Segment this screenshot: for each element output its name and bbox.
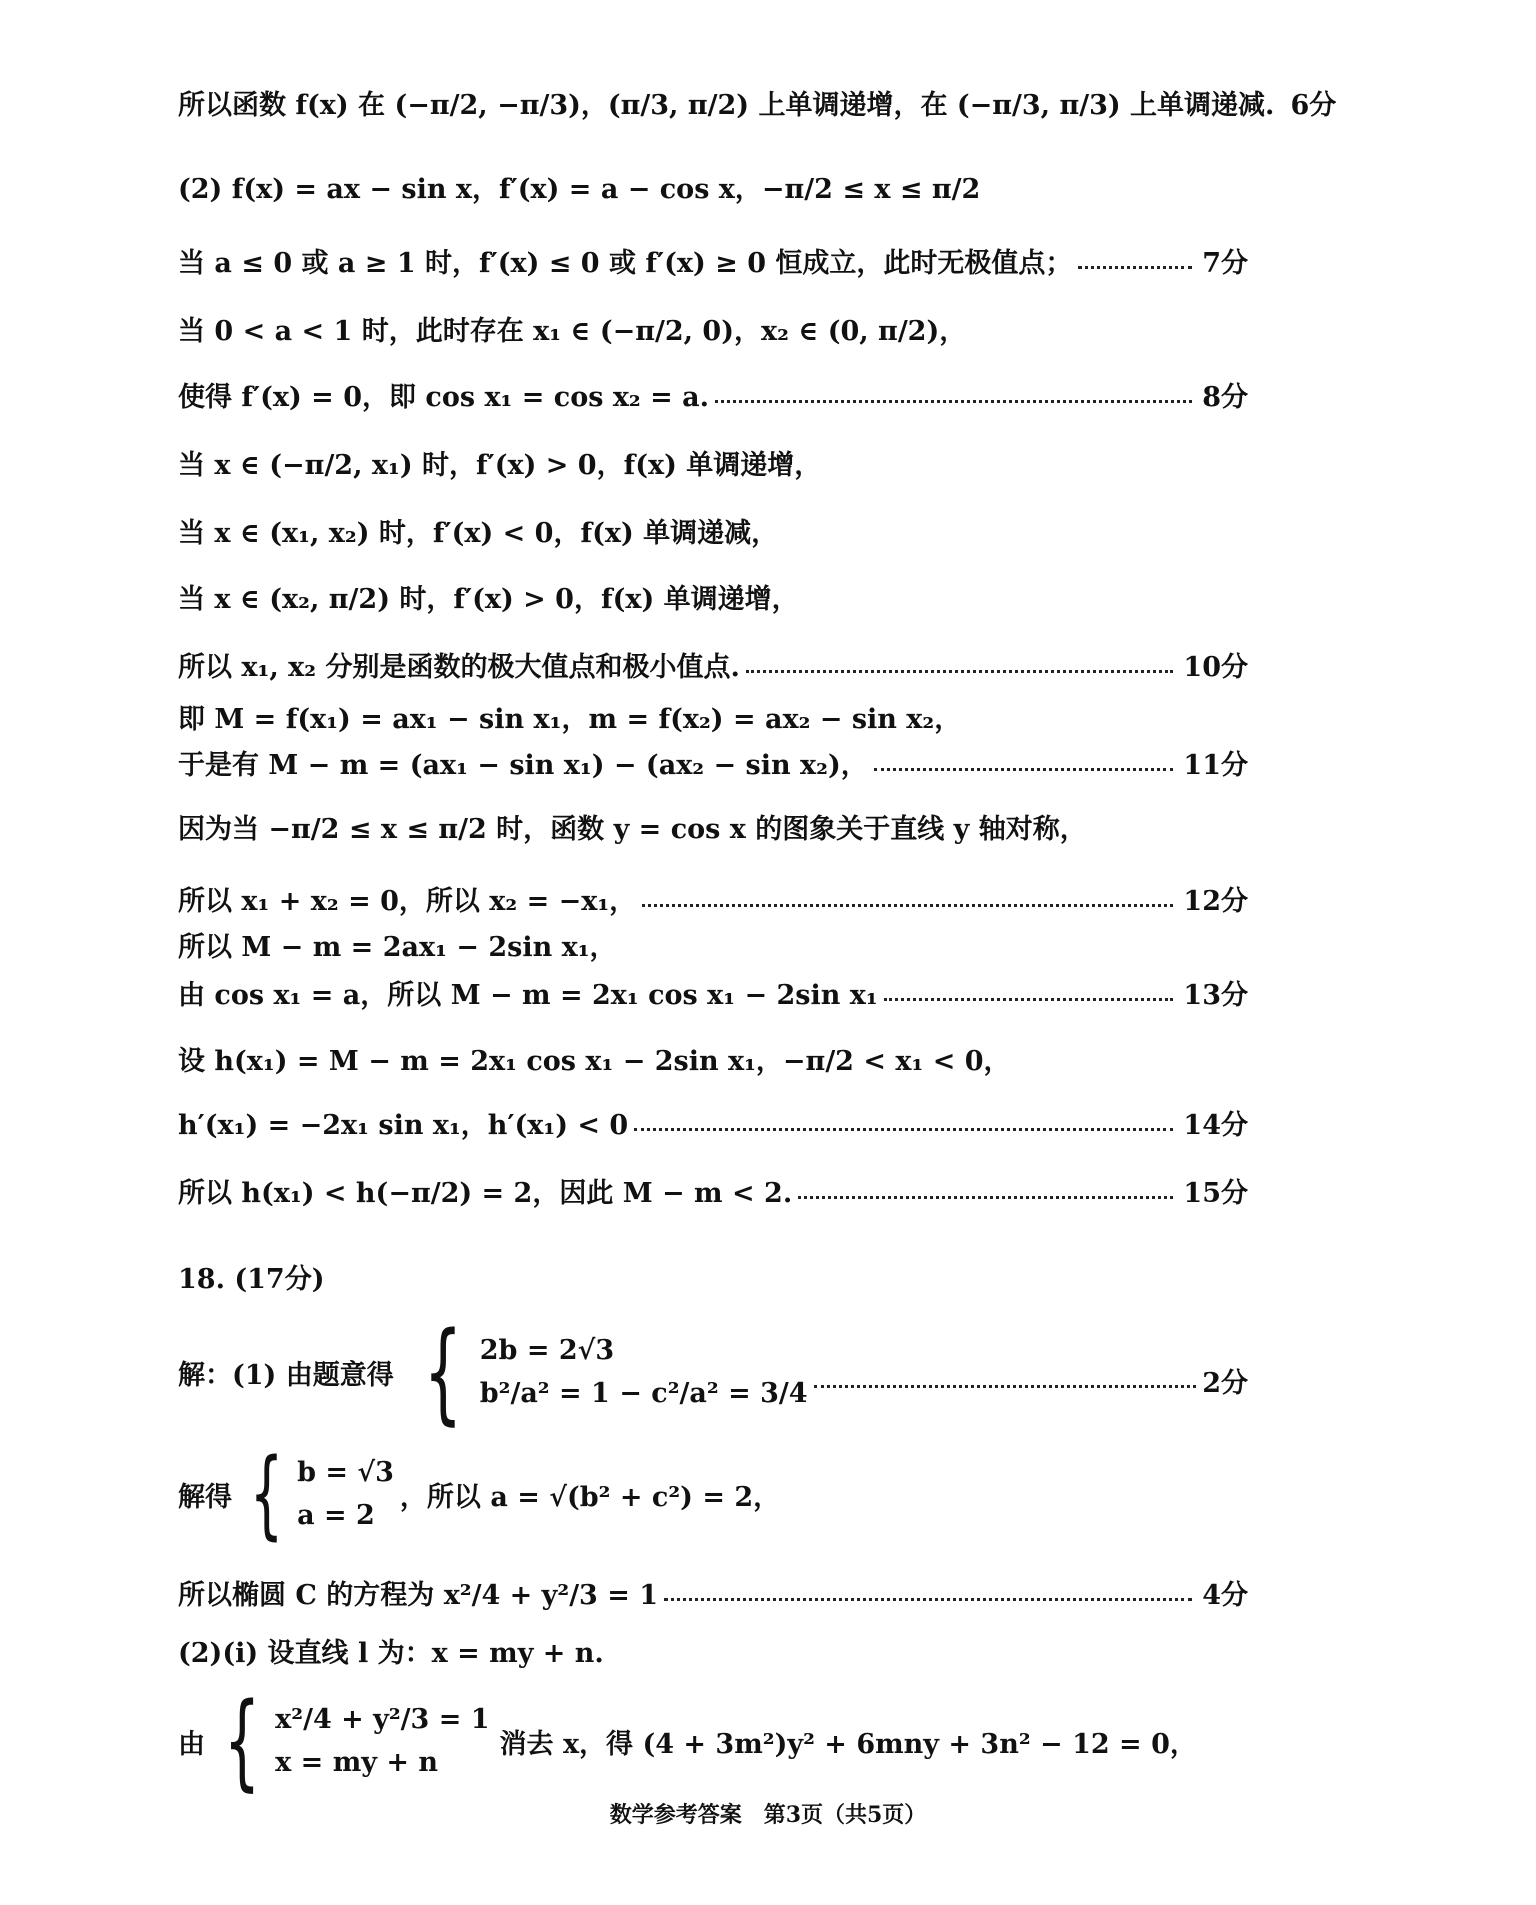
line-text: 所以椭圆 C 的方程为 x²/4 + y²/3 = 1 (178, 1580, 659, 1611)
line-text: 所以函数 f(x) 在 (−π/2, −π/3)，(π/3, π/2) 上单调递增，在 (−π/3, π/3) 上单调递减. (178, 90, 1275, 121)
solution-line (178, 176, 1248, 203)
score-mark: 7分 (1202, 248, 1248, 279)
line-text: 当 a ≤ 0 或 a ≥ 1 时，f′(x) ≤ 0 或 f′(x) ≥ 0 恒成立，此时无极值点； (178, 248, 1073, 279)
leader-dots (715, 400, 1192, 403)
solution-line (178, 1180, 1248, 1207)
line-text: 当 0 < a < 1 时，此时存在 x₁ ∈ (−π/2, 0)，x₂ ∈ (0, π/2)， (178, 316, 967, 347)
solution-line (178, 1112, 1248, 1139)
equation: b²/a² = 1 − c²/a² = 3/4 (479, 1378, 808, 1409)
solution-line (178, 384, 1248, 411)
left-brace-icon: { (249, 1438, 284, 1550)
problem-header-text: 18. (17分) (178, 1264, 325, 1295)
solution-line (178, 654, 1248, 681)
solution-line (178, 1582, 1248, 1609)
score-mark: 13分 (1183, 980, 1248, 1011)
solution-line (178, 816, 1248, 843)
line-text: 设 h(x₁) = M − m = 2x₁ cos x₁ − 2sin x₁，−π/2 < x₁ < 0， (178, 1046, 1011, 1077)
solution-line (178, 520, 1248, 547)
score-mark: 14分 (1183, 1110, 1248, 1141)
solution-line (178, 888, 1248, 915)
line-text: (2)(i) 设直线 l 为：x = my + n. (178, 1638, 604, 1669)
line-text: 即 M = f(x₁) = ax₁ − sin x₁，m = f(x₂) = ax₂ − sin x₂， (178, 704, 962, 735)
solution-line (178, 752, 1248, 779)
equation-system (275, 1698, 489, 1784)
equation-system-block (178, 1308, 1248, 1436)
line-text: 由 (178, 1728, 205, 1760)
line-text: 于是有 M − m = (ax₁ − sin x₁) − (ax₂ − sin x₂)， (178, 750, 868, 781)
solution-line (178, 1048, 1248, 1075)
line-text: 所以 M − m = 2ax₁ − 2sin x₁， (178, 932, 617, 963)
line-text: 当 x ∈ (−π/2, x₁) 时，f′(x) > 0，f(x) 单调递增， (178, 450, 822, 481)
line-text: 解得 (178, 1481, 232, 1513)
left-brace-icon: { (423, 1308, 462, 1436)
equation: x = my + n (275, 1747, 439, 1778)
solution-line (178, 934, 1248, 961)
leader-dots (634, 1128, 1173, 1131)
line-text: 当 x ∈ (x₂, π/2) 时，f′(x) > 0，f(x) 单调递增， (178, 584, 799, 615)
leader-dots (874, 768, 1174, 771)
equation: 2b = 2√3 (479, 1335, 615, 1366)
leader-dots (814, 1385, 1197, 1388)
leader-dots (884, 998, 1174, 1001)
leader-dots (642, 904, 1173, 907)
line-text: 解：(1) 由题意得 (178, 1359, 394, 1391)
line-text: ，所以 a = √(b² + c²) = 2， (399, 1481, 781, 1513)
left-brace-icon: { (223, 1680, 261, 1802)
score-mark: 15分 (1183, 1178, 1248, 1209)
solution-line (178, 586, 1248, 613)
equation-system-block (178, 1680, 1197, 1802)
equation: a = 2 (297, 1500, 375, 1531)
line-text: 所以 h(x₁) < h(−π/2) = 2，因此 M − m < 2. (178, 1178, 793, 1209)
leader-dots (798, 1196, 1173, 1199)
leader-dots (746, 670, 1174, 673)
line-text: 使得 f′(x) = 0，即 cos x₁ = cos x₂ = a. (178, 382, 710, 413)
score-mark: 6分 (1290, 90, 1337, 121)
score-mark: 8分 (1202, 382, 1248, 413)
problem-header (178, 1266, 1248, 1293)
equation-system-block (178, 1438, 780, 1550)
solution-line (178, 250, 1248, 277)
solution-line (178, 452, 1248, 479)
solution-line (178, 982, 1248, 1009)
equation: b = √3 (297, 1457, 394, 1488)
solution-line (178, 318, 1248, 345)
solution-line (178, 90, 1337, 121)
line-text: 因为当 −π/2 ≤ x ≤ π/2 时，函数 y = cos x 的图象关于直线 y 轴对称， (178, 814, 1087, 845)
line-text: 当 x ∈ (x₁, x₂) 时，f′(x) < 0，f(x) 单调递减， (178, 518, 779, 549)
line-text: (2) f(x) = ax − sin x，f′(x) = a − cos x，−π/2 ≤ x ≤ π/2 (178, 174, 981, 205)
score-mark: 12分 (1183, 886, 1248, 917)
line-text: 消去 x，得 (4 + 3m²)y² + 6mny + 3n² − 12 = 0， (499, 1728, 1197, 1760)
score-mark: 11分 (1183, 750, 1248, 781)
line-text: h′(x₁) = −2x₁ sin x₁，h′(x₁) < 0 (178, 1110, 629, 1141)
score-mark: 10分 (1183, 652, 1248, 683)
line-text: 由 cos x₁ = a，所以 M − m = 2x₁ cos x₁ − 2sin x₁ (178, 980, 878, 1011)
equation-system (297, 1451, 394, 1537)
leader-dots (1078, 266, 1192, 269)
line-text: 所以 x₁ + x₂ = 0，所以 x₂ = −x₁， (178, 886, 637, 917)
solution-line (178, 1640, 1248, 1667)
equation-system (480, 1329, 808, 1415)
leader-dots (664, 1598, 1192, 1601)
equation: x²/4 + y²/3 = 1 (275, 1704, 490, 1735)
score-mark: 4分 (1202, 1580, 1248, 1611)
line-text: 所以 x₁, x₂ 分别是函数的极大值点和极小值点. (178, 652, 740, 683)
page-footer: 数学参考答案 第3页（共5页） (609, 1802, 927, 1828)
solution-line (178, 706, 1248, 733)
score-mark: 2分 (1202, 1367, 1248, 1399)
